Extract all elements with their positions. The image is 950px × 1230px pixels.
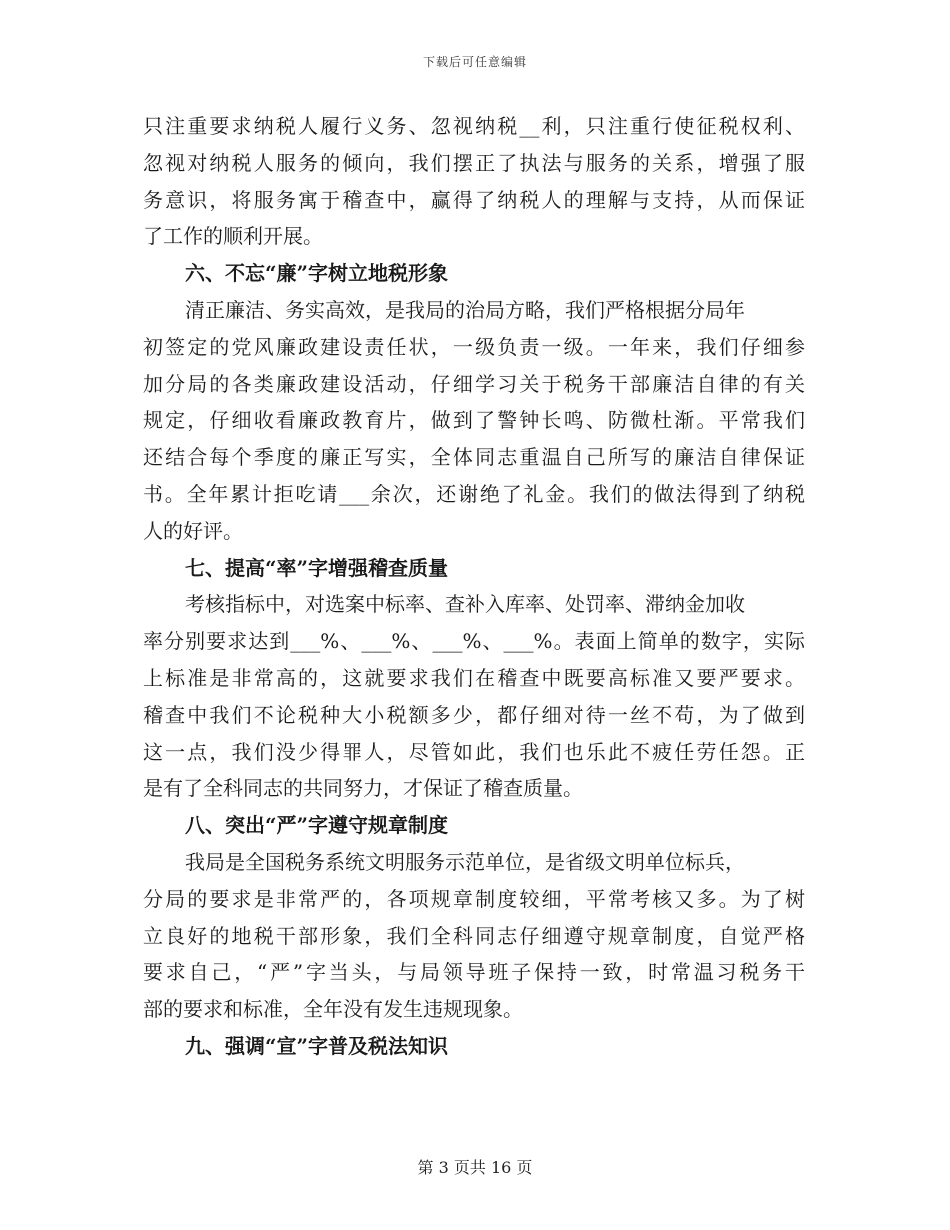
text-line: 分局的要求是非常严的，各项规章制度较细，平常考核又多。为了树: [143, 886, 805, 911]
text-line: 部的要求和标准，全年没有发生违规现象。: [143, 997, 523, 1022]
text-line: 了工作的顺利开展。: [143, 224, 323, 249]
page-header: 下载后可任意编辑: [422, 55, 527, 69]
text-line: 务意识，将服务寓于稽查中，赢得了纳税人的理解与支持，从而保证: [143, 187, 805, 212]
text-line: 我局是全国税务系统文明服务示范单位，是省级文明单位标兵，: [185, 849, 745, 874]
text-line: 考核指标中，对选案中标率、查补入库率、处罚率、滞纳金加收: [185, 592, 745, 617]
text-line: 规定，仔细收看廉政教育片，做到了警钟长鸣、防微杜渐。平常我们: [143, 408, 805, 433]
text-line: 初签定的党风廉政建设责任状，一级负责一级。一年来，我们仔细参: [143, 334, 805, 359]
text-line: 加分局的各类廉政建设活动，仔细学习关于税务干部廉洁自律的有关: [143, 371, 805, 396]
document-body: [143, 108, 805, 1065]
text-line: 稽查中我们不论税种大小税额多少，都仔细对待一丝不苟，为了做到: [143, 702, 805, 727]
text-line: 立良好的地税干部形象，我们全科同志仔细遵守规章制度，自觉严格: [143, 923, 805, 948]
text-line: 书。全年累计拒吃请___余次，还谢绝了礼金。我们的做法得到了纳税: [143, 481, 805, 506]
text-line: 清正廉洁、务实高效，是我局的治局方略，我们严格根据分局年: [185, 297, 745, 322]
section-heading: 七、提高“率”字增强稽查质量: [185, 555, 449, 580]
text-line: 还结合每个季度的廉正写实，全体同志重温自己所写的廉洁自律保证: [143, 445, 805, 470]
text-line: 上标准是非常高的，这就要求我们在稽查中既要高标准又要严要求。: [143, 665, 805, 690]
section-heading: 八、突出“严”字遵守规章制度: [185, 813, 449, 838]
page-number: 第 3 页共 16 页: [417, 1158, 533, 1177]
text-line: 率分别要求达到___%、___%、___%、___%。表面上简单的数字，实际: [143, 629, 805, 654]
text-line: 只注重要求纳税人履行义务、忽视纳税__利，只注重行使征税权利、: [143, 114, 805, 138]
text-line: 人的好评。: [143, 518, 243, 543]
section-heading: 六、不忘“廉”字树立地税形象: [185, 261, 449, 286]
text-line: 是有了全科同志的共同努力，才保证了稽查质量。: [143, 776, 583, 801]
section-heading: 九、强调“宣”字普及税法知识: [185, 1033, 449, 1058]
text-line: 这一点，我们没少得罪人，尽管如此，我们也乐此不疲任劳任怨。正: [143, 739, 805, 764]
text-line: 要求自己，“严”字当头，与局领导班子保持一致，时常温习税务干: [143, 960, 805, 985]
text-line: 忽视对纳税人服务的倾向，我们摆正了执法与服务的关系，增强了服: [143, 150, 805, 175]
